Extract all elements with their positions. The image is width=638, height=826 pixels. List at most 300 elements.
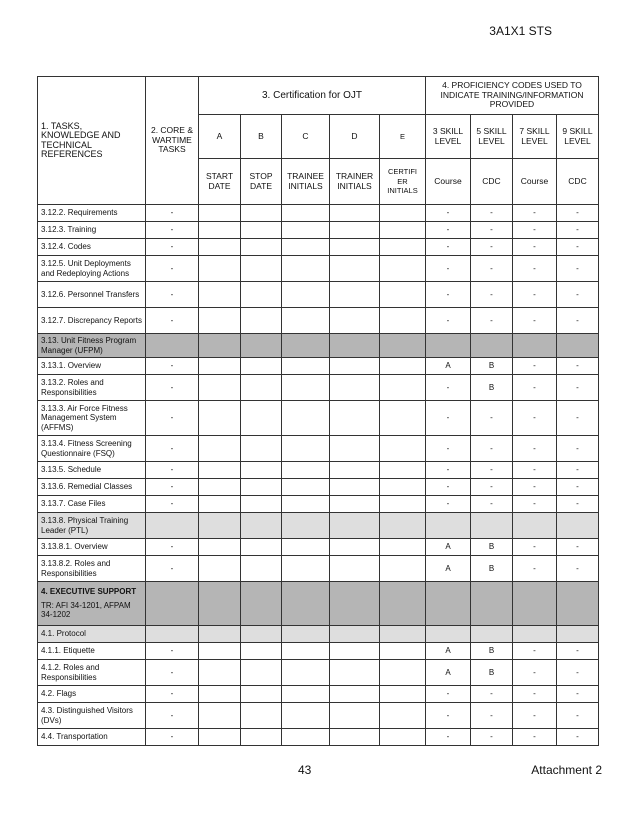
proficiency-cell: - — [426, 239, 471, 256]
table-row — [38, 556, 599, 582]
core-cell: - — [146, 282, 199, 308]
proficiency-cell — [471, 582, 513, 626]
task-cell: 3.13.7. Case Files — [38, 496, 146, 513]
cert-cell[interactable] — [282, 496, 330, 513]
attachment-label: Attachment 2 — [531, 763, 602, 777]
proficiency-cell: - — [513, 239, 557, 256]
skill-5-level: 5 SKILL LEVEL — [471, 115, 513, 159]
proficiency-cell: - — [557, 436, 599, 462]
proficiency-cell: - — [471, 462, 513, 479]
document-id: 3A1X1 STS — [489, 24, 552, 38]
task-cell: 3.12.4. Codes — [38, 239, 146, 256]
cert-cell[interactable] — [241, 496, 282, 513]
cert-cell[interactable] — [330, 282, 380, 308]
cert-cell[interactable] — [199, 729, 241, 746]
table-row — [38, 496, 599, 513]
task-cell: 4.3. Distinguished Visitors (DVs) — [38, 703, 146, 729]
proficiency-cell: - — [471, 401, 513, 436]
cert-cell[interactable] — [330, 513, 380, 539]
proficiency-cell: - — [557, 539, 599, 556]
cert-cell[interactable] — [380, 513, 426, 539]
core-cell — [146, 626, 199, 643]
proficiency-cell: - — [513, 703, 557, 729]
proficiency-cell: - — [557, 282, 599, 308]
cert-cell[interactable] — [199, 539, 241, 556]
task-cell: 3.12.6. Personnel Transfers — [38, 282, 146, 308]
proficiency-cell — [557, 334, 599, 358]
proficiency-cell: B — [471, 643, 513, 660]
cert-cell[interactable] — [282, 479, 330, 496]
core-cell: - — [146, 479, 199, 496]
table-row — [38, 334, 599, 358]
cert-cell[interactable] — [282, 308, 330, 334]
proficiency-cell: - — [557, 643, 599, 660]
proficiency-cell: - — [426, 282, 471, 308]
cert-cell[interactable] — [380, 643, 426, 660]
proficiency-cell: - — [426, 222, 471, 239]
cert-cell[interactable] — [241, 582, 282, 626]
cert-cell[interactable] — [199, 496, 241, 513]
core-cell: - — [146, 222, 199, 239]
cert-cell[interactable] — [330, 539, 380, 556]
cert-col-b: B — [241, 115, 282, 159]
proficiency-cell: - — [471, 222, 513, 239]
cert-cell[interactable] — [380, 462, 426, 479]
proficiency-cell: - — [557, 239, 599, 256]
proficiency-cell: - — [557, 308, 599, 334]
proficiency-cell: - — [426, 436, 471, 462]
task-cell: 3.13.8. Physical Training Leader (PTL) — [38, 513, 146, 539]
proficiency-cell: - — [426, 496, 471, 513]
core-cell: - — [146, 436, 199, 462]
table-row — [38, 539, 599, 556]
cert-cell[interactable] — [330, 436, 380, 462]
task-cell: 3.13.1. Overview — [38, 358, 146, 375]
cert-cell[interactable] — [241, 626, 282, 643]
proficiency-cell: - — [557, 496, 599, 513]
cert-cell[interactable] — [380, 479, 426, 496]
cert-cell[interactable] — [380, 375, 426, 401]
core-cell: - — [146, 375, 199, 401]
cert-cell[interactable] — [199, 582, 241, 626]
proficiency-cell — [426, 334, 471, 358]
cert-cell[interactable] — [282, 703, 330, 729]
cert-cell[interactable] — [330, 703, 380, 729]
cert-cell[interactable] — [282, 334, 330, 358]
sts-table — [37, 76, 599, 746]
cert-cell[interactable] — [241, 436, 282, 462]
cert-cell[interactable] — [241, 539, 282, 556]
trainee-initials-label: TRAINEE INITIALS — [282, 159, 330, 205]
cert-cell[interactable] — [241, 334, 282, 358]
cert-cell[interactable] — [199, 660, 241, 686]
certifier-initials-label: CERTIFI ER INITIALS — [380, 159, 426, 205]
proficiency-cell: A — [426, 556, 471, 582]
skill-9-level: 9 SKILL LEVEL — [557, 115, 599, 159]
cert-cell[interactable] — [282, 556, 330, 582]
cert-col-e: E — [380, 115, 426, 159]
task-title: 4. EXECUTIVE SUPPORT — [41, 587, 137, 597]
proficiency-cell: - — [426, 703, 471, 729]
proficiency-cell: - — [557, 556, 599, 582]
core-cell — [146, 513, 199, 539]
cert-cell[interactable] — [380, 436, 426, 462]
cert-cell[interactable] — [199, 375, 241, 401]
cert-cell[interactable] — [241, 239, 282, 256]
proficiency-cell: - — [426, 729, 471, 746]
proficiency-cell: - — [513, 729, 557, 746]
task-cell — [38, 582, 146, 626]
core-cell: - — [146, 462, 199, 479]
cert-cell[interactable] — [282, 729, 330, 746]
proficiency-cell: - — [426, 462, 471, 479]
cert-cell[interactable] — [241, 729, 282, 746]
cert-cell[interactable] — [282, 282, 330, 308]
cert-cell[interactable] — [199, 205, 241, 222]
core-cell: - — [146, 205, 199, 222]
page-number: 43 — [298, 763, 312, 777]
proficiency-cell: - — [471, 686, 513, 703]
col-core-header: 2. CORE & WARTIME TASKS — [146, 77, 199, 205]
table-row — [38, 436, 599, 462]
cert-col-c: C — [282, 115, 330, 159]
cert-cell[interactable] — [199, 436, 241, 462]
table-row — [38, 401, 599, 436]
table-row — [38, 729, 599, 746]
task-cell: 3.12.7. Discrepancy Reports — [38, 308, 146, 334]
cert-cell[interactable] — [330, 660, 380, 686]
proficiency-cell: - — [426, 256, 471, 282]
cert-cell[interactable] — [330, 556, 380, 582]
table-row — [38, 358, 599, 375]
task-cell: 3.12.3. Training — [38, 222, 146, 239]
proficiency-cell — [557, 626, 599, 643]
cert-cell[interactable] — [380, 358, 426, 375]
proficiency-cell: - — [557, 462, 599, 479]
cert-cell[interactable] — [241, 308, 282, 334]
cert-cell[interactable] — [380, 626, 426, 643]
cert-cell[interactable] — [380, 496, 426, 513]
cert-cell[interactable] — [380, 539, 426, 556]
cert-cell[interactable] — [241, 462, 282, 479]
proficiency-cell: - — [513, 282, 557, 308]
core-cell: - — [146, 686, 199, 703]
task-cell: 3.12.2. Requirements — [38, 205, 146, 222]
cert-cell[interactable] — [199, 703, 241, 729]
proficiency-cell — [471, 334, 513, 358]
cert-cell[interactable] — [282, 626, 330, 643]
cert-cell[interactable] — [330, 479, 380, 496]
core-cell: - — [146, 308, 199, 334]
cert-cell[interactable] — [241, 660, 282, 686]
cert-cell[interactable] — [380, 660, 426, 686]
task-cell: 4.1. Protocol — [38, 626, 146, 643]
proficiency-cell: - — [513, 496, 557, 513]
cert-cell[interactable] — [282, 239, 330, 256]
cert-cell[interactable] — [282, 401, 330, 436]
cert-cell[interactable] — [241, 256, 282, 282]
cert-cell[interactable] — [199, 308, 241, 334]
proficiency-cell: A — [426, 660, 471, 686]
cert-cell[interactable] — [282, 643, 330, 660]
proficiency-cell: B — [471, 375, 513, 401]
proficiency-cell: - — [513, 256, 557, 282]
proficiency-cell — [557, 582, 599, 626]
cert-cell[interactable] — [380, 686, 426, 703]
proficiency-cell: - — [513, 222, 557, 239]
proficiency-cell: - — [426, 479, 471, 496]
proficiency-cell — [471, 513, 513, 539]
cert-cell[interactable] — [282, 462, 330, 479]
proficiency-cell: A — [426, 358, 471, 375]
cert-cell[interactable] — [330, 643, 380, 660]
table-row — [38, 643, 599, 660]
cert-cell[interactable] — [330, 686, 380, 703]
cert-cell[interactable] — [199, 643, 241, 660]
proficiency-cell: - — [513, 643, 557, 660]
proficiency-cell: - — [557, 375, 599, 401]
cert-cell[interactable] — [199, 222, 241, 239]
core-cell: - — [146, 660, 199, 686]
proficiency-cell: - — [557, 205, 599, 222]
cert-cell[interactable] — [330, 239, 380, 256]
prof-source-3: Course — [426, 159, 471, 205]
table-row — [38, 582, 599, 626]
proficiency-cell: - — [426, 308, 471, 334]
cert-cell[interactable] — [330, 401, 380, 436]
proficiency-cell: - — [471, 308, 513, 334]
table-row — [38, 462, 599, 479]
task-cell: 3.13.8.2. Roles and Responsibilities — [38, 556, 146, 582]
cert-cell[interactable] — [330, 729, 380, 746]
proficiency-cell: - — [513, 401, 557, 436]
cert-cell[interactable] — [199, 556, 241, 582]
table-row — [38, 660, 599, 686]
cert-cell[interactable] — [380, 239, 426, 256]
cert-cell[interactable] — [330, 626, 380, 643]
cert-cell[interactable] — [380, 703, 426, 729]
proficiency-cell: - — [557, 479, 599, 496]
cert-cell[interactable] — [241, 479, 282, 496]
cert-cell[interactable] — [330, 375, 380, 401]
proficiency-cell — [426, 626, 471, 643]
proficiency-cell: A — [426, 643, 471, 660]
proficiency-cell — [513, 626, 557, 643]
cert-cell[interactable] — [380, 401, 426, 436]
table-row — [38, 375, 599, 401]
core-cell: - — [146, 239, 199, 256]
cert-cell[interactable] — [241, 401, 282, 436]
cert-cell[interactable] — [330, 462, 380, 479]
proficiency-cell — [513, 334, 557, 358]
core-cell: - — [146, 729, 199, 746]
cert-cell[interactable] — [199, 358, 241, 375]
cert-cell[interactable] — [330, 222, 380, 239]
proficiency-cell: - — [513, 205, 557, 222]
proficiency-cell: - — [557, 686, 599, 703]
cert-cell[interactable] — [282, 686, 330, 703]
cert-cell[interactable] — [330, 256, 380, 282]
proficiency-cell — [471, 626, 513, 643]
cert-cell[interactable] — [380, 282, 426, 308]
core-cell — [146, 582, 199, 626]
proficiency-cell: - — [557, 256, 599, 282]
proficiency-cell: - — [557, 703, 599, 729]
task-cell: 3.12.5. Unit Deployments and Redeploying Actions — [38, 256, 146, 282]
proficiency-cell: B — [471, 539, 513, 556]
prof-source-7: Course — [513, 159, 557, 205]
core-cell: - — [146, 556, 199, 582]
core-cell — [146, 334, 199, 358]
header-row-1 — [38, 77, 599, 115]
core-cell: - — [146, 703, 199, 729]
cert-cell[interactable] — [282, 539, 330, 556]
trainer-initials-label: TRAINER INITIALS — [330, 159, 380, 205]
proficiency-cell: - — [426, 686, 471, 703]
cert-cell[interactable] — [199, 513, 241, 539]
cert-cell[interactable] — [241, 282, 282, 308]
cert-cell[interactable] — [282, 375, 330, 401]
table-row — [38, 308, 599, 334]
table-row — [38, 222, 599, 239]
cert-cell[interactable] — [330, 496, 380, 513]
proficiency-cell: - — [513, 358, 557, 375]
proficiency-cell: B — [471, 358, 513, 375]
proficiency-cell: - — [513, 660, 557, 686]
proficiency-cell: - — [471, 496, 513, 513]
proficiency-cell: - — [471, 282, 513, 308]
cert-cell[interactable] — [330, 205, 380, 222]
cert-cell[interactable] — [241, 643, 282, 660]
table-row — [38, 479, 599, 496]
proficiency-cell: - — [557, 222, 599, 239]
prof-source-9: CDC — [557, 159, 599, 205]
table-row — [38, 703, 599, 729]
proficiency-cell — [513, 582, 557, 626]
cert-cell[interactable] — [380, 205, 426, 222]
proficiency-cell: B — [471, 556, 513, 582]
proficiency-cell: - — [513, 436, 557, 462]
cert-cell[interactable] — [199, 686, 241, 703]
proficiency-cell — [513, 513, 557, 539]
proficiency-cell: - — [513, 462, 557, 479]
core-cell: - — [146, 643, 199, 660]
cert-cell[interactable] — [282, 256, 330, 282]
proficiency-cell: - — [557, 660, 599, 686]
cert-cell[interactable] — [241, 513, 282, 539]
cert-cell[interactable] — [330, 308, 380, 334]
proficiency-cell: - — [513, 375, 557, 401]
proficiency-cell: - — [513, 556, 557, 582]
proficiency-cell: - — [513, 686, 557, 703]
cert-cell[interactable] — [241, 556, 282, 582]
core-cell: - — [146, 256, 199, 282]
cert-cell[interactable] — [282, 436, 330, 462]
task-cell: 4.2. Flags — [38, 686, 146, 703]
cert-cell[interactable] — [241, 205, 282, 222]
cert-cell[interactable] — [380, 308, 426, 334]
skill-3-level: 3 SKILL LEVEL — [426, 115, 471, 159]
proficiency-cell: - — [513, 308, 557, 334]
task-cell: 3.13.3. Air Force Fitness Management System (AFFMS) — [38, 401, 146, 436]
task-cell: 3.13. Unit Fitness Program Manager (UFPM) — [38, 334, 146, 358]
table-row — [38, 626, 599, 643]
cert-cell[interactable] — [282, 513, 330, 539]
cert-cell[interactable] — [199, 282, 241, 308]
cert-col-d: D — [330, 115, 380, 159]
cert-cell[interactable] — [282, 222, 330, 239]
task-cell: 3.13.5. Schedule — [38, 462, 146, 479]
cert-cell[interactable] — [380, 334, 426, 358]
table-row — [38, 513, 599, 539]
table-row — [38, 686, 599, 703]
proficiency-cell — [426, 513, 471, 539]
cert-cell[interactable] — [330, 582, 380, 626]
cert-cell[interactable] — [199, 626, 241, 643]
core-cell: - — [146, 358, 199, 375]
cert-cell[interactable] — [199, 479, 241, 496]
table-row — [38, 239, 599, 256]
cert-cell[interactable] — [282, 205, 330, 222]
cert-header: 3. Certification for OJT — [199, 77, 426, 115]
table-row — [38, 256, 599, 282]
cert-cell[interactable] — [380, 222, 426, 239]
table-row — [38, 282, 599, 308]
prof-source-5: CDC — [471, 159, 513, 205]
proficiency-cell — [426, 582, 471, 626]
cert-cell[interactable] — [241, 375, 282, 401]
task-cell: 3.13.8.1. Overview — [38, 539, 146, 556]
cert-cell[interactable] — [241, 686, 282, 703]
task-cell: 3.13.6. Remedial Classes — [38, 479, 146, 496]
cert-cell[interactable] — [330, 334, 380, 358]
cert-cell[interactable] — [380, 582, 426, 626]
cert-cell[interactable] — [282, 582, 330, 626]
proficiency-cell: - — [471, 703, 513, 729]
cert-cell[interactable] — [282, 660, 330, 686]
start-date-label: START DATE — [199, 159, 241, 205]
core-cell: - — [146, 401, 199, 436]
cert-cell[interactable] — [199, 462, 241, 479]
cert-cell[interactable] — [199, 256, 241, 282]
proficiency-cell: - — [557, 358, 599, 375]
cert-cell[interactable] — [380, 256, 426, 282]
proficiency-cell: - — [471, 205, 513, 222]
proficiency-cell: - — [426, 401, 471, 436]
proficiency-cell: - — [426, 375, 471, 401]
cert-cell[interactable] — [380, 729, 426, 746]
proficiency-cell: - — [557, 401, 599, 436]
cert-cell[interactable] — [199, 401, 241, 436]
task-cell: 4.1.1. Etiquette — [38, 643, 146, 660]
skill-7-level: 7 SKILL LEVEL — [513, 115, 557, 159]
proficiency-cell: - — [471, 256, 513, 282]
task-reference: TR: AFI 34-1201, AFPAM 34-1202 — [41, 600, 131, 620]
cert-cell[interactable] — [241, 222, 282, 239]
cert-cell[interactable] — [330, 358, 380, 375]
proficiency-cell: - — [471, 729, 513, 746]
proficiency-cell: - — [471, 479, 513, 496]
cert-cell[interactable] — [282, 358, 330, 375]
cert-cell[interactable] — [241, 703, 282, 729]
cert-cell[interactable] — [199, 239, 241, 256]
cert-cell[interactable] — [241, 358, 282, 375]
table-row — [38, 205, 599, 222]
stop-date-label: STOP DATE — [241, 159, 282, 205]
cert-cell[interactable] — [380, 556, 426, 582]
proficiency-cell: - — [513, 539, 557, 556]
cert-cell[interactable] — [199, 334, 241, 358]
